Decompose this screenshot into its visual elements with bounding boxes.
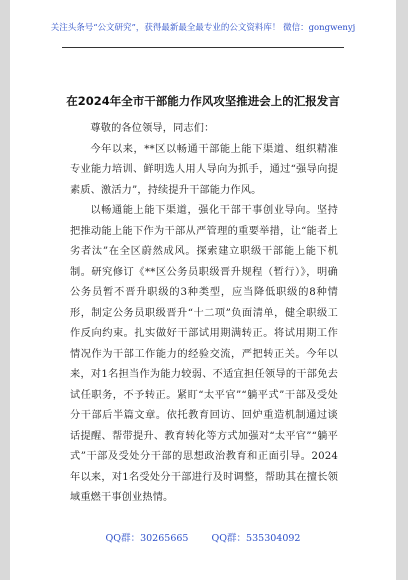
footer-qq-group-2: QQ群：535304092 — [211, 533, 301, 544]
footer-qq-group-1: QQ群：30265665 — [105, 533, 189, 544]
document-body — [70, 119, 338, 509]
intro-paragraph: 今年以来，**区以畅通干部能上能下渠道、组织精准专业能力培训、鲜明选人用人导向为抓手，通过“强导向提素质、激活力”，持续提升干部能力作风。 — [70, 143, 338, 196]
footer-contacts — [10, 532, 396, 546]
header-divider — [62, 47, 344, 48]
document-title: 在2024年全市干部能力作风攻坚推进会上的汇报发言 — [66, 94, 340, 108]
salutation-paragraph: 尊敬的各位领导，同志们： — [90, 123, 215, 134]
document-page — [10, 0, 396, 580]
body-paragraph: 以畅通能上能下渠道，强化干部干事创业导向。坚持把推动能上能下作为干部从严管理的重要举措，让“能者上劣者汰”在全区蔚然成风。探索建立职级干部能上能下机制。研究修订《**区公务员职级晋升规程（暂行）》，明确公务员暂不晋升职级的3种类型，应当降低职级的8种情形，制定公务员职级晋升“十二项”负面清单，健全职级工作反向约束。扎实做好干部试用期满转正。将试用期工作情况作为干部工作能力的经验交流，严把转正关。今年以来，对1名担当作为能力较弱、不适宜担任领导的干部免去试任职务，不予转正。紧盯“太平官”“躺平式”干部及受处分干部后半篇文章。依托教育回访、回炉重造机制通过谈话提醒、帮带提升、教育转化等方式加强对“太平官”“躺平式”干部及受处分干部的思想政治教育和正面引导。2024年以来，对1名受处分干部进行及时调整，帮助其在擅长领域重燃干事创业热情。 — [70, 205, 338, 503]
header-banner: 关注头条号“公文研究”，获得最新最全最专业的公文资料库！ 微信：gongwenyj — [50, 23, 356, 33]
